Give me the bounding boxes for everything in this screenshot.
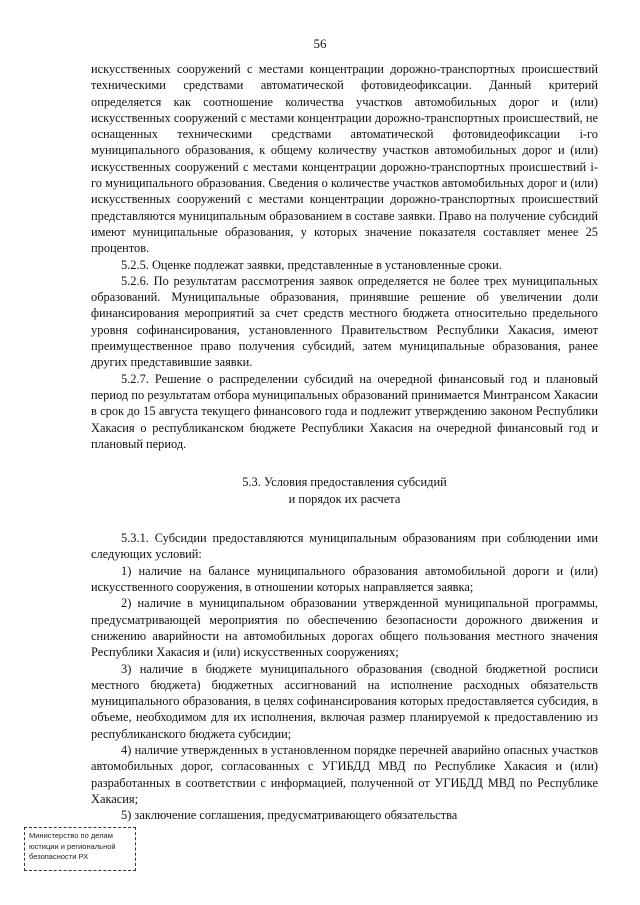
paragraph: искусственных сооружений с местами концентрации дорожно-транспортных происшествий техническими средствами автоматической фотовидеофиксации. Данный критерий определяется как соотношение количества участков автомобильных дорог и (или) искусственных сооружений с местами концентрации дорожно-транспортных происшествий, не оснащенных техническими средствами автоматической фотовидеофиксации i-го муниципального образования, к общему количеству участков автомобильных дорог и (или) искусственных сооружений с местами концентрации дорожно-транспортных происшествий i-го муниципального образования. Сведения о количестве участков автомобильных дорог и (или) искусственных сооружений с местами концентрации дорожно-транспортных происшествий представляются муниципальным образованием в составе заявки. Право на получение субсидий имеют муниципальные образования, у которых значение показателя составляет менее 25 процентов.	[91, 62, 598, 256]
list-item: 3) наличие в бюджете муниципального образования (сводной бюджетной росписи местного бюджета) бюджетных ассигнований на исполнение расходных обязательств муниципального образования, в целях софинансирования которых предоставляется субсидия, в объеме, необходимом для их исполнения, включая размер планируемой к предоставлению из республиканского бюджета субсидии;	[91, 661, 598, 741]
page-number: 56	[313, 36, 327, 51]
document-body	[91, 61, 598, 823]
paragraph: 5.2.7. Решение о распределении субсидий на очередной финансовый год и плановый период по результатам отбора муниципальных образований принимается Минтрансом Хакасии в срок до 15 августа текущего финансового года и подлежит утверждению законом Республики Хакасия о республиканском бюджете Республики Хакасия на очередной финансовый год и плановый период.	[91, 371, 598, 451]
list-item: 4) наличие утвержденных в установленном порядке перечней аварийно опасных участков автомобильных дорог, согласованных с УГИБДД МВД по Республике Хакасия и (или) разработанных в соответствии с информацией, полученной от УГИБДД МВД по Республике Хакасия;	[91, 742, 598, 806]
stamp-line: Министерство по делам	[29, 831, 113, 840]
section-heading	[91, 474, 598, 508]
paragraph: 5.2.5. Оценке подлежат заявки, представленные в установленные сроки.	[121, 257, 502, 272]
paragraph: 5.2.6. По результатам рассмотрения заявок определяется не более трех муниципальных образований. Муниципальные образования, принявшие решение об увеличении доли финансирования мероприятий за счет средств местного бюджета относительно предельного уровня софинансирования, установленного Правительством Республики Хакасия, имеют преимущественное право получения субсидий, затем муниципальные образования, ранее других представившие заявки.	[91, 273, 598, 370]
paragraph: 5.3.1. Субсидии предоставляются муниципальным образованиям при соблюдении ими следующих условий:	[91, 531, 598, 562]
stamp-line: юстиции и региональной	[29, 841, 116, 851]
section-heading-line1: 5.3. Условия предоставления субсидий	[242, 475, 447, 490]
list-item: 1) наличие на балансе муниципального образования автомобильной дороги и (или) искусственного сооружения, в отношении которых направляется заявка;	[91, 563, 598, 595]
section-heading-line2: и порядок их расчета	[288, 492, 401, 507]
stamp-line: безопасности РХ	[29, 852, 89, 861]
list-item: 5) заключение соглашения, предусматривающего обязательства	[121, 808, 458, 823]
list-item: 2) наличие в муниципальном образовании утвержденной муниципальной программы, предусматривающей мероприятия по обеспечению безопасности дорожного движения и снижению аварийности на автомобильных дорогах общего пользования местного значения Республики Хакасия и (или) искусственных сооружениях;	[91, 596, 598, 660]
registration-stamp	[24, 827, 136, 871]
